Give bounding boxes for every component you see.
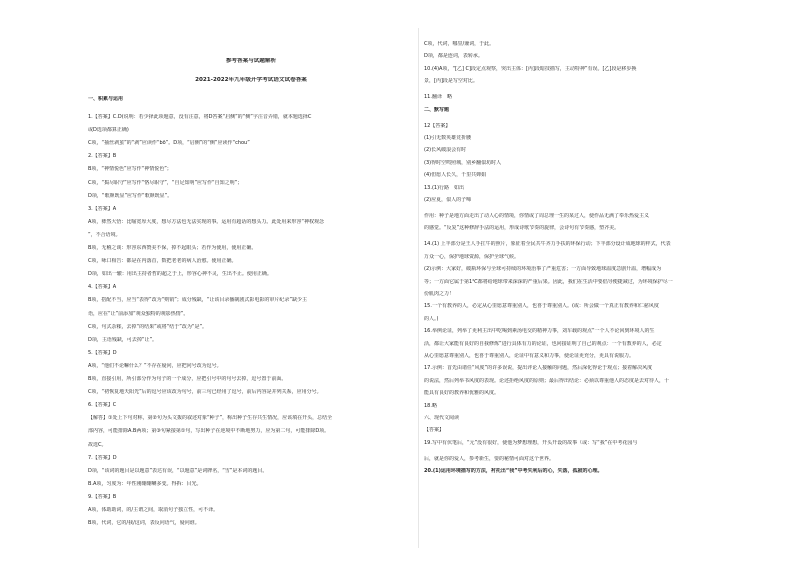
text-line: 7.【答案】D [88, 454, 117, 461]
text-line: 六、现代文阅读 [424, 415, 460, 421]
text-line: A项，体助助词，的/主谓之间，取消句子独立性，可不译。 [88, 507, 219, 513]
text-line: C项，“抽丝剥茧”的“剥”应读作“bō”。D项，“启侧”的“侧”应读作“chou” [88, 140, 250, 147]
text-line: 11.翻译 略 [424, 94, 452, 101]
text-line: B项，无稽之谈：形容东西赞美不保，掉不起眼头；若作为使用，使用正确。 [88, 245, 257, 251]
text-line: (3)得时空鸣照城，别乡翻似坊时人 [424, 159, 502, 166]
text-line: A项，“他们不论嘛什么？”不存在疑问，应把问号改为逗号。 [88, 362, 222, 369]
text-line: 16.举例论证，列举了更利主出中吃喝到素汤电交的精神力事，刘车载的观点“一个人不论回到环境人的生 [424, 328, 655, 335]
text-line: 参考答案与试题解析 [225, 58, 277, 64]
text-line: 景，[丙]段是写空对比。 [424, 78, 478, 85]
text-line: B项，搭配不当，应当“表得”改为“则销”；成分残缺，“让该目录播制剧式影电影的审片纪录”缺少主 [88, 297, 307, 304]
text-line: 或D选项都算正确) [88, 127, 129, 134]
text-line: 1.【答案】C.D(说明：若少择此项题意，没有注意，将D答案“启侧”的“侧”字注音弄错，就本题选择C [88, 114, 312, 120]
text-line: 故选C。 [88, 441, 107, 448]
text-line: (4)但愿人长久，千里共婵娟 [424, 172, 487, 179]
text-line: D项，主语残缺，可去掉“让”。 [88, 336, 158, 343]
text-line: (2)应夏，似人的子啼 [424, 197, 472, 203]
text-line: B项，代词，它的/我/这词，表反问语气，疑问谁。 [88, 520, 200, 527]
text-line: C项，咏口相告：都是在内落首，数把老老的病人治愈。使用正确。 [88, 258, 237, 265]
text-line: 6.【答案】C [88, 402, 117, 409]
text-line: 5.【答案】D [88, 349, 117, 356]
text-line: C项，句式杂糅，去掉“的结果”或将“结于”改为“是”。 [88, 323, 208, 330]
text-line: 从心里愿意尊重别人，也喜于尊重别人，论证中有意义和力事，使论证更充分，更具有说服力。 [424, 353, 635, 359]
text-line: 一、积累与运用 [88, 96, 124, 102]
text-line: 17.示例：首先由诸任“风度”的许多误说，提出评论人接触的问题，然后深化得论于观点；接着解决风度 [424, 365, 653, 372]
text-line: C项，代词，哪里/兼词，于此。 [424, 41, 495, 47]
text-line: 二、默写题 [424, 106, 450, 113]
text-line: 万众一心，保护地球资源，保护全球气候。 [424, 253, 520, 260]
left-column [88, 0, 414, 562]
text-line: 3.【答案】A [88, 205, 117, 212]
text-line: D项，“该词的题目是以题意”表达有误，“以题意”是词牌名，“雪”是本词的题目。 [88, 467, 268, 474]
text-line: ”，不合语境。 [88, 231, 121, 238]
text-line: 12【答案】 [424, 122, 451, 129]
column-divider [418, 28, 419, 548]
text-line: 20.(1)运用环境描写的方法，衬托出“我”中考失利后的心，失落，孤寂的心理。 [424, 468, 603, 475]
text-line: (2)长风破浪会有时 [424, 147, 467, 154]
text-line: (1)引无数英雄竞折腰 [424, 135, 472, 141]
text-line: 份肌肉之力！ [424, 291, 455, 297]
text-line: 4.【答案】A [88, 284, 117, 291]
text-line: 14.(1) 上半部分是王人手扛牛的照片，象征着全民共牛齐力手扶的环保行动；下半部分设计成地球的样式，代表 [424, 241, 671, 248]
right-column [424, 0, 760, 562]
text-line: 【解答】①处上下句对称，第②句为头文拨的叙述对象“种子”，称出种子生存共生情况，应该填在开头，总结全 [88, 415, 333, 422]
text-line: B项，直接引用，所引部分作为句子的一个成分，应把引号中的句号去掉，逗号置于前面。 [88, 376, 287, 382]
text-line: D项，“歌颜既显”应写作“歌颜既显”。 [88, 192, 173, 199]
text-line: 9.【答案】B [88, 493, 117, 500]
text-line: B项，“神情悦色”应写作“神情悦色”； [88, 166, 172, 173]
text-line: 15.一个有教养的人，必定从心里愿意尊重别人，也喜于尊重别人。(或：所会做一个真正有教养和仁慈风度 [424, 303, 659, 310]
text-line: 2021-2022年九年级开学考试语文试卷答案 [195, 77, 307, 83]
text-line: 语，应在“让”前添加“观众独特的观影热情”。 [88, 310, 189, 317]
text-line: C项，“捣尽职守”应写作“恪尽职守”，“自足知明”应写作“自知之明”； [88, 179, 243, 186]
text-line: 13.(1)行路 如出 [424, 184, 465, 191]
text-line: 的人。) [424, 315, 439, 322]
text-line: (2)示例：大家好，破瓶环保与全球可持续的环境治事了严重危害；一方面导致地球温度急剧升温，增幅成为 [424, 266, 662, 273]
text-line: A项，彝然大悟：比喻宽厚大度，想尽方法也无法实现的事。运用有超话的想头力。此处用来形容“神权观念 [88, 218, 325, 225]
text-line: 的说法，然后列举书风度的表现。论述拒绝风度的原则；最后得出结论：必须以尊重他人的态度是去对待人，十 [424, 377, 670, 384]
text-line: 【答案】 [424, 427, 445, 434]
text-line: B.A项，匀度为：年性刚绷绷喇多变。得拆：目光。 [88, 480, 202, 487]
text-line: 作用：种子是地方面走出了动人心的情境，你情或了周总理一生的某过人，使作品无满了奉乐热爱主义 [424, 213, 650, 219]
text-line: 部内容，可能排除A.B两项；第③句紧接第①句，写出种子在逆境中不断地努力，应为第二句，可能排除D项。 [88, 428, 330, 435]
text-line: D项，如出一辙：用出主持者哲的超之于上，形容心神不灵，生出不止。使用正确。 [88, 271, 272, 278]
text-line: 等；一方面它属于第1℃都将给地球带来深深的严重后果。因此，我们在生活中要倡导便捷减过，为环境保护尽一 [424, 278, 673, 285]
text-line: 10.(4)A项，“[乙] C]段定点观察，突出主体：[丙]段暗技描写，主动特神”有误。[乙]段是移步换 [424, 65, 637, 72]
text-line: 活，都让大家能有良好的自我修炼”进行具体有力的论证，也问接证明了自己的观点：一个有教养的人，必定 [424, 340, 662, 347]
text-line: 的感觉。“反复”这种修辞手法的运用，形成诗歌节奏的旋律，会诗句有节奏感，塑齐美。 [424, 225, 620, 232]
text-line: 后，就是你的爱人，参考新生，要的秘情可面对这个世界。 [424, 455, 555, 462]
text-line: 能具有良好的教养和优雅的风度。 [424, 390, 500, 397]
text-line: 2.【答案】B [88, 153, 117, 160]
text-line: D项，都是连词，表转承。 [424, 53, 483, 60]
text-line: 19.写中有伏笔后，“元”没有很好，使他为梦想理想，开头开设的故事（或：写“我”在中考花园与 [424, 439, 638, 446]
text-line: 18.略 [424, 402, 437, 409]
text-line: C项，“初恢复地天阳光”后的逗号应该改为句号，前三句已经用了逗号，前后内容是并列关系，应用分号。 [88, 389, 322, 396]
